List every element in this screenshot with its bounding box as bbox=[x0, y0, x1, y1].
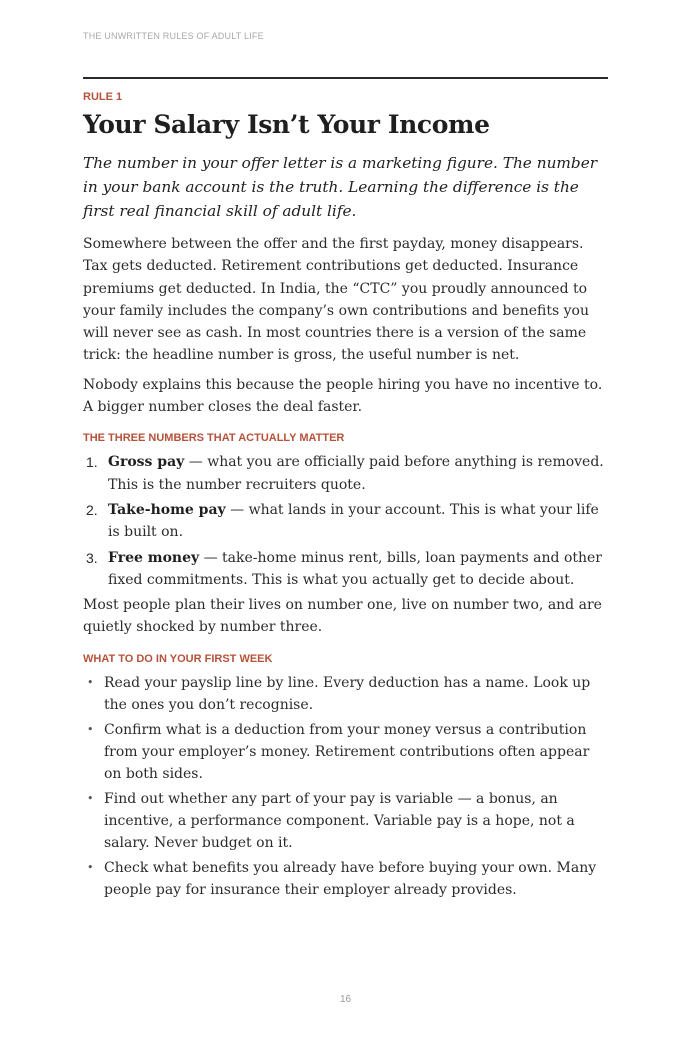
list-text: Check what benefits you already have before buying your own. Many people pay for insurance their employer already provides. bbox=[104, 859, 597, 898]
list-item bbox=[83, 672, 611, 716]
list-text: — what you are officially paid before anything is removed. This is the number recruiters quote. bbox=[108, 454, 604, 493]
list-item bbox=[83, 719, 611, 785]
section-heading-three-numbers: THE THREE NUMBERS THAT ACTUALLY MATTER bbox=[83, 432, 345, 445]
bullet-icon: • bbox=[87, 722, 94, 736]
page-title: Your Salary Isn’t Your Income bbox=[83, 110, 490, 139]
running-head: THE UNWRITTEN RULES OF ADULT LIFE bbox=[83, 31, 264, 41]
list-item bbox=[83, 451, 611, 496]
first-week-list bbox=[83, 672, 611, 901]
list-item bbox=[83, 788, 611, 854]
list-text: — take-home minus rent, bills, loan payments and other fixed commitments. This is what you actually get to decide about. bbox=[108, 549, 602, 588]
list-text: Read your payslip line by line. Every deduction has a name. Look up the ones you don’t recognise. bbox=[104, 674, 591, 713]
list-number: 3. bbox=[86, 549, 98, 566]
page-number: 16 bbox=[339, 994, 352, 1005]
body-paragraph: Somewhere between the offer and the first payday, money disappears. Tax gets deducted. Retirement contributions get deducted. Insurance premiums get deducted. In India, the “CTC” you proudly announced to your family includes the company’s own contributions and benefits you will never see as cash. In most countries there is a version of the same trick: the headline number is gross, the useful number is net. bbox=[83, 236, 589, 364]
rule-kicker: RULE 1 bbox=[83, 91, 123, 103]
header-divider bbox=[83, 77, 608, 79]
list-item bbox=[83, 547, 611, 592]
standfirst: The number in your offer letter is a marketing figure. The number in your bank account is the truth. Learning the difference is the first real financial skill of adult life. bbox=[83, 154, 598, 220]
body-paragraph: Most people plan their lives on number one, live on number two, and are quietly shocked by number three. bbox=[83, 597, 602, 636]
list-text: — what lands in your account. This is what your life is built on. bbox=[108, 501, 599, 541]
bullet-icon: • bbox=[87, 791, 94, 805]
list-number: 1. bbox=[86, 454, 98, 471]
page-content bbox=[83, 90, 611, 904]
list-text: Find out whether any part of your pay is variable — a bonus, an incentive, a performance component. Variable pay is a hope, not a salary. Never budget on it. bbox=[104, 790, 575, 851]
list-number: 2. bbox=[86, 501, 98, 518]
list-term: Gross pay bbox=[108, 454, 185, 471]
list-text: Confirm what is a deduction from your money versus a contribution from your employer’s money. Retirement contributions often appear on both sides. bbox=[104, 721, 590, 782]
bullet-icon: • bbox=[87, 675, 94, 689]
body-paragraph: Nobody explains this because the people hiring you have no incentive to. A bigger number closes the deal faster. bbox=[83, 376, 603, 416]
bullet-icon: • bbox=[87, 860, 94, 874]
list-item bbox=[83, 857, 611, 901]
section-heading-first-week: WHAT TO DO IN YOUR FIRST WEEK bbox=[83, 652, 273, 665]
list-item bbox=[83, 499, 611, 544]
three-numbers-list bbox=[83, 451, 611, 591]
list-term: Free money bbox=[108, 549, 200, 566]
list-term: Take-home pay bbox=[108, 501, 226, 518]
